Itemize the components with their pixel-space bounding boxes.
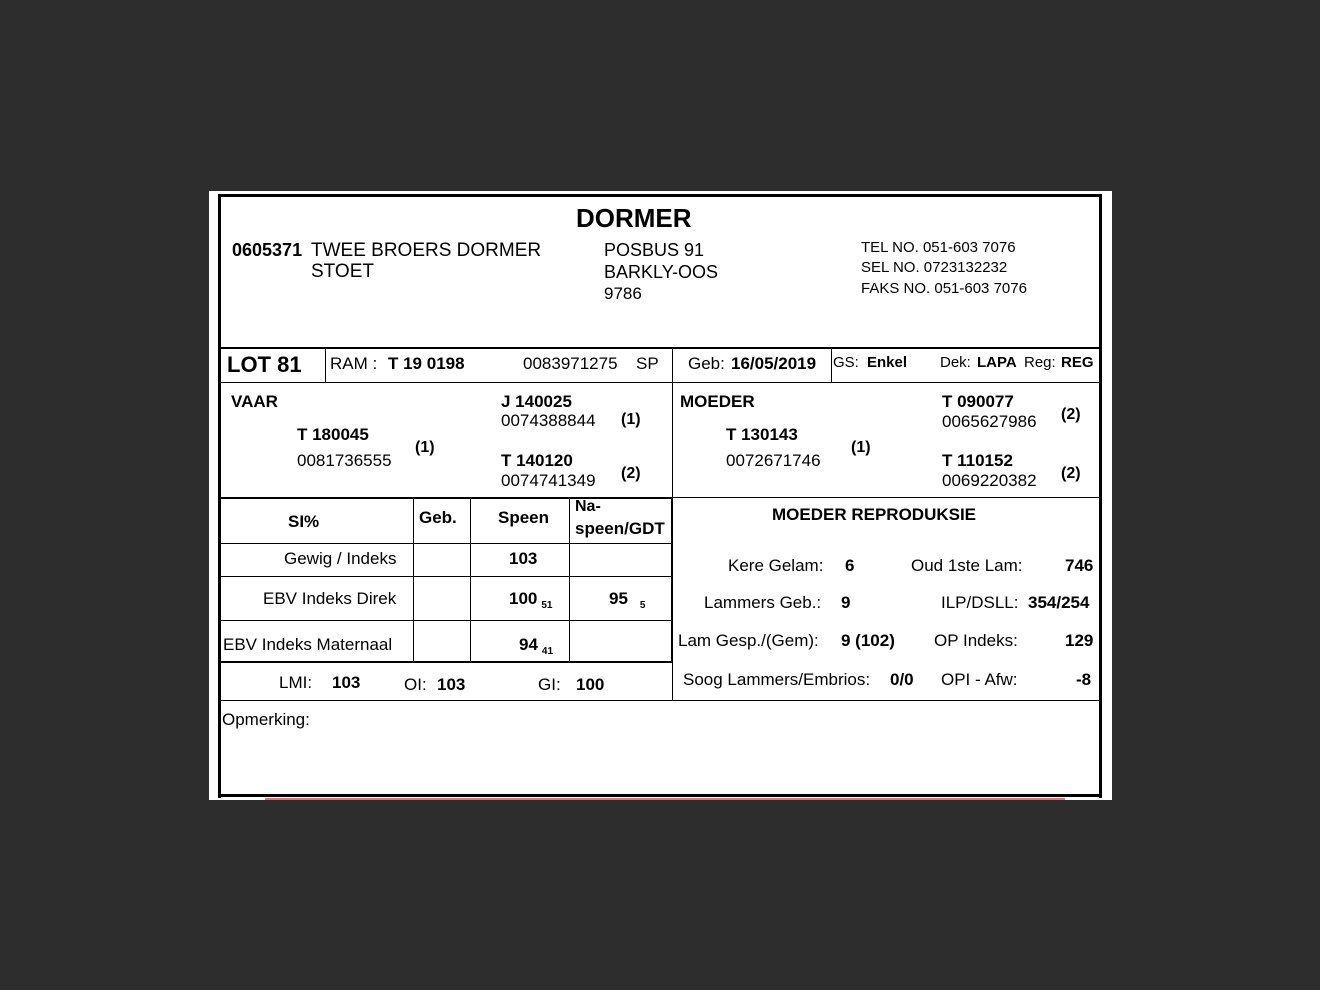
birth-date: 16/05/2019 bbox=[731, 354, 817, 373]
times-lambed-label: Kere Gelam: bbox=[728, 556, 824, 575]
sire-number: 0081736555 bbox=[297, 451, 392, 470]
ebv-maternal-label: EBV Indeks Maternaal bbox=[223, 635, 393, 654]
ram-id: T 19 0198 bbox=[388, 354, 465, 373]
sire-id: T 180045 bbox=[297, 425, 369, 444]
dam-sire-id: T 090077 bbox=[942, 392, 1014, 411]
divider bbox=[221, 661, 673, 663]
gi-label: GI: bbox=[538, 675, 561, 694]
lmi-value: 103 bbox=[332, 673, 361, 692]
birth-status-value: Enkel bbox=[867, 354, 908, 371]
birth-status-label: GS: bbox=[833, 354, 859, 371]
stud-name-line2: STOET bbox=[311, 261, 374, 282]
stud-name-line1: TWEE BROERS DORMER bbox=[311, 240, 542, 261]
sire-dam-grade: (2) bbox=[621, 465, 641, 482]
lot-number: LOT 81 bbox=[227, 352, 302, 377]
divider bbox=[221, 543, 672, 544]
divider bbox=[221, 497, 673, 499]
weight-index-label: Gewig / Indeks bbox=[284, 549, 397, 568]
lambs-weaned-value: 9 (102) bbox=[841, 631, 895, 650]
divider bbox=[413, 498, 414, 662]
gi-value: 100 bbox=[576, 675, 605, 694]
oi-label: OI: bbox=[404, 675, 427, 694]
naspeen-header-line2: speen/GDT bbox=[575, 519, 665, 538]
times-lambed-value: 6 bbox=[845, 556, 855, 575]
speen-header: Speen bbox=[498, 508, 550, 527]
address-line3: 9786 bbox=[604, 284, 642, 303]
sire-label: VAAR bbox=[231, 392, 278, 411]
divider bbox=[470, 498, 471, 662]
divider bbox=[672, 348, 673, 382]
sire-sire-id: J 140025 bbox=[501, 392, 572, 411]
divider bbox=[831, 348, 832, 382]
first-lamb-age-label: Oud 1ste Lam: bbox=[911, 556, 1023, 575]
tel-number: TEL NO. 051-603 7076 bbox=[861, 239, 1016, 256]
dam-number: 0072671746 bbox=[726, 451, 821, 470]
ram-number: 0083971275 bbox=[523, 354, 618, 373]
lambs-weaned-label: Lam Gesp./(Gem): bbox=[678, 631, 819, 650]
registration-value: REG bbox=[1061, 354, 1094, 371]
divider bbox=[671, 497, 673, 663]
lambs-born-value: 9 bbox=[841, 593, 851, 612]
divider bbox=[221, 382, 1100, 383]
remarks-label: Opmerking: bbox=[222, 710, 310, 729]
dam-dam-grade: (2) bbox=[1061, 465, 1081, 482]
ebv-direct-speen: 100 $_{51}$ bbox=[509, 589, 553, 611]
sire-grade: (1) bbox=[415, 439, 435, 456]
divider bbox=[221, 620, 672, 621]
sire-dam-id: T 140120 bbox=[501, 451, 573, 470]
dam-id: T 130143 bbox=[726, 425, 798, 444]
opi-deviation-value: -8 bbox=[1076, 670, 1092, 689]
si-header: SI% bbox=[288, 512, 320, 531]
sire-sire-number: 0074388844 bbox=[501, 411, 596, 430]
clipped-red-text bbox=[265, 798, 1065, 800]
mating-label: Dek: bbox=[940, 354, 971, 371]
dam-dam-id: T 110152 bbox=[942, 451, 1013, 470]
dam-sire-number: 0065627986 bbox=[942, 412, 1037, 431]
breed-title: DORMER bbox=[576, 203, 692, 233]
naspeen-header-line1: Na- bbox=[575, 498, 601, 515]
divider bbox=[673, 497, 1100, 498]
reproduction-title: MOEDER REPRODUKSIE bbox=[772, 505, 977, 524]
ebv-maternal-speen: 94 $_{41}$ bbox=[519, 635, 554, 657]
geb-header: Geb. bbox=[419, 508, 457, 527]
opi-deviation-label: OPI - Afw: bbox=[941, 670, 1018, 689]
dam-dam-number: 0069220382 bbox=[942, 471, 1037, 490]
address-line2: BARKLY-OOS bbox=[604, 262, 719, 282]
fax-number: FAKS NO. 051-603 7076 bbox=[861, 280, 1027, 297]
mating-value: LAPA bbox=[977, 354, 1017, 371]
divider bbox=[221, 576, 672, 577]
oi-value: 103 bbox=[437, 675, 466, 694]
card-bottom-border bbox=[219, 794, 1101, 797]
ebv-direct-naspeen: 95 $_5$ bbox=[609, 589, 646, 611]
birth-label: Geb: bbox=[688, 354, 725, 373]
ilp-dsll-value: 354/254 bbox=[1028, 593, 1090, 612]
dam-grade: (1) bbox=[851, 439, 871, 456]
stud-number: 0605371 bbox=[232, 240, 303, 260]
weight-index-speen: 103 bbox=[509, 549, 538, 568]
op-index-value: 129 bbox=[1065, 631, 1094, 650]
registration-label: Reg: bbox=[1024, 354, 1056, 371]
sire-sire-grade: (1) bbox=[621, 411, 641, 428]
ram-label: RAM : bbox=[330, 354, 378, 373]
divider bbox=[221, 700, 1100, 701]
first-lamb-age-value: 746 bbox=[1065, 556, 1094, 575]
ilp-dsll-label: ILP/DSLL: bbox=[941, 593, 1019, 612]
dam-label: MOEDER bbox=[680, 392, 755, 411]
lambs-born-label: Lammers Geb.: bbox=[704, 593, 822, 612]
lmi-label: LMI: bbox=[279, 673, 313, 692]
op-index-label: OP Indeks: bbox=[934, 631, 1018, 650]
suckling-value: 0/0 bbox=[890, 670, 914, 689]
divider bbox=[569, 498, 570, 662]
cell-number: SEL NO. 0723132232 bbox=[861, 259, 1008, 276]
divider bbox=[221, 347, 1100, 349]
dam-sire-grade: (2) bbox=[1061, 406, 1081, 423]
ebv-direct-label: EBV Indeks Direk bbox=[263, 589, 397, 608]
sire-dam-number: 0074741349 bbox=[501, 471, 596, 490]
suckling-label: Soog Lammers/Embrios: bbox=[683, 670, 871, 689]
divider bbox=[325, 348, 326, 382]
ram-code: SP bbox=[636, 354, 659, 373]
address-line1: POSBUS 91 bbox=[604, 240, 705, 260]
